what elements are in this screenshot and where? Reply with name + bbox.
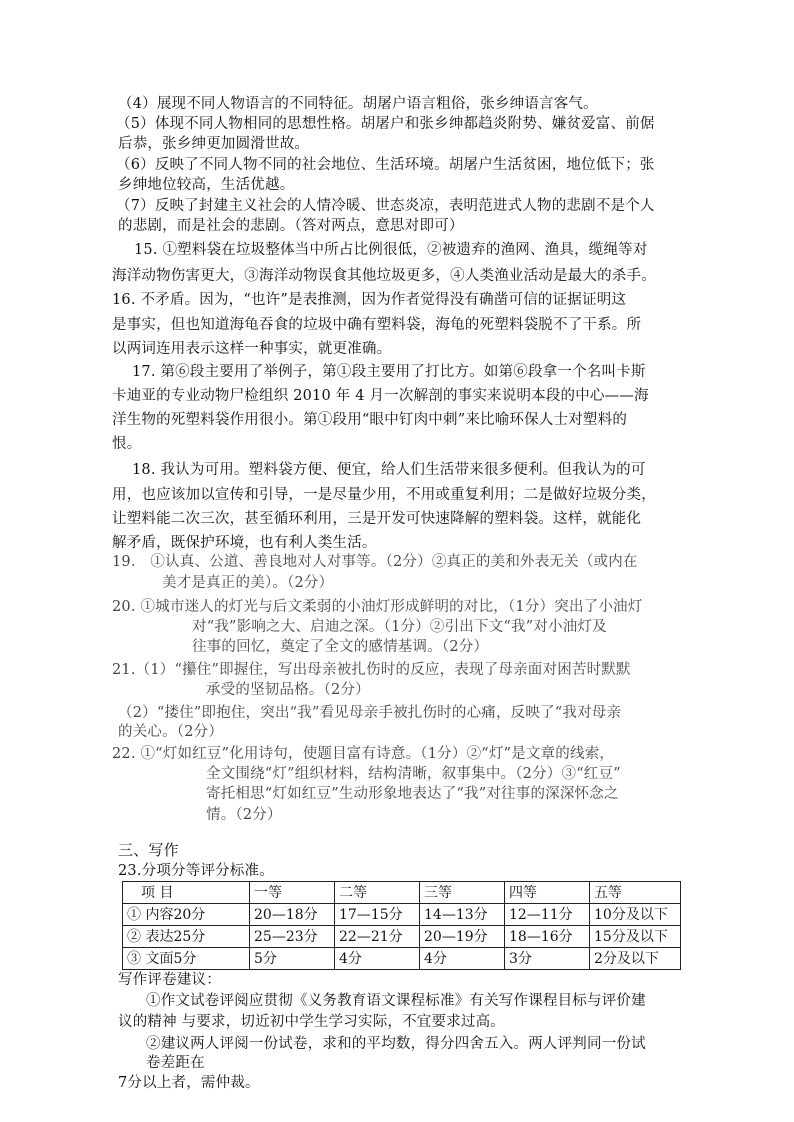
answer-22-line: 22. ①“灯如红豆”化用诗句，使题目富有诗意。（1分）②“灯”是文章的线索， — [112, 746, 615, 762]
table-cell: 18—16分 — [505, 926, 590, 948]
table-cell: 3分 — [505, 948, 590, 970]
table-cell: ② 表达25分 — [123, 926, 250, 948]
table-cell: 2分及以下 — [590, 948, 681, 970]
answer-17-line: 洋生物的死塑料袋作用很小。第①段用“眼中钉肉中刺”来比喻环保人士对塑料的 — [112, 412, 628, 428]
answer-22-line: 情。（2分） — [206, 807, 282, 823]
answer-20-line: 20. ①城市迷人的灯光与后文柔弱的小油灯形成鲜明的对比，（1分）突出了小油灯 — [112, 599, 643, 615]
advice-line: 7分以上者，需仲裁。 — [118, 1075, 260, 1091]
advice-heading: 写作评卷建议： — [118, 972, 221, 988]
table-cell: 5分 — [250, 948, 335, 970]
answer-22-line: 寄托相思“灯如红豆”生动形象地表达了“我”对往事的深深怀念之 — [206, 786, 619, 802]
table-row — [123, 904, 681, 926]
answer-19-line: 19． ①认真、公道、善良地对人对事等。（2分）②真正的美和外表无关（或内在 — [112, 554, 638, 570]
answer-line: （5）体现不同人物相同的思想性格。胡屠户和张乡绅都趋炎附势、嫌贫爱富、前倨 — [116, 116, 655, 132]
table-row — [123, 926, 681, 948]
answer-19-line: 美才是真正的美）。（2分） — [162, 575, 334, 591]
table-cell: 20—19分 — [420, 926, 505, 948]
answer-17-line: 卡迪亚的专业动物尸检组织 2010 年 4 月一次解剖的事实来说明本段的中心——海 — [112, 388, 649, 404]
answer-17-line: 17. 第⑥段主要用了举例子，第①段主要用了打比方。如第⑥段拿一个名叫卡斯 — [132, 364, 646, 380]
answer-line: （6）反映了不同人物不同的社会地位、生活环境。胡屠户生活贫困，地位低下；张 — [116, 157, 655, 173]
table-header-cell: 四等 — [505, 882, 590, 904]
answer-line: 乡绅地位较高，生活优越。 — [118, 177, 295, 193]
answer-20-line: 对“我”影响之大、启迪之深。（1分）②引出下文“我”对小油灯及 — [192, 619, 607, 635]
answer-20-line: 往事的回忆，奠定了全文的感情基调。（2分） — [192, 639, 489, 655]
section-heading: 三、写作 — [118, 841, 179, 859]
table-header-cell: 项 目 — [123, 882, 250, 904]
table-cell: ③ 文面5分 — [123, 948, 250, 970]
table-header-cell: 五等 — [590, 882, 681, 904]
table-cell: 22—21分 — [335, 926, 420, 948]
answer-16-line: 是事实，但也知道海龟吞食的垃圾中确有塑料袋，海龟的死塑料袋脱不了干系。所 — [112, 317, 642, 333]
answer-21-line: （2）“搂住”即抱住，突出“我”看见母亲手被扎伤时的心痛，反映了“我对母亲 — [118, 705, 622, 721]
advice-line: ②建议两人评阅一份试卷，求和的平均数，得分四舍五入。两人评判同一份试 — [146, 1036, 646, 1052]
table-cell: 14—13分 — [420, 904, 505, 926]
table-cell: 17—15分 — [335, 904, 420, 926]
answer-16-line: 16. 不矛盾。因为，“也许”是表推测，因为作者觉得没有确凿可信的证据证明这 — [112, 292, 627, 308]
answer-18-line: 用，也应该加以宣传和引导，一是尽量少用，不用或重复利用；二是做好垃圾分类， — [112, 487, 656, 503]
table-cell: 4分 — [420, 948, 505, 970]
table-header-row — [123, 882, 681, 904]
table-cell: 12—11分 — [505, 904, 590, 926]
answer-17-line: 恨。 — [112, 436, 142, 452]
scoring-table — [122, 881, 681, 970]
answer-21-line: 21.（1）“攥住”即握住，写出母亲被扎伤时的反应，表现了母亲面对困苦时默默 — [112, 662, 631, 678]
table-cell: 15分及以下 — [590, 926, 681, 948]
item-23-title: 23.分项分等评分标准。 — [118, 863, 274, 879]
advice-line: 卷差距在 — [146, 1055, 205, 1071]
table-cell: 10分及以下 — [590, 904, 681, 926]
answer-21-line: 的关心。（2分） — [118, 724, 224, 740]
table-header-cell: 三等 — [420, 882, 505, 904]
answer-18-line: 18. 我认为可用。塑料袋方便、便宜，给人们生活带来很多便利。但我认为的可 — [132, 462, 646, 478]
answer-22-line: 全文围绕“灯”组织材料，结构清晰，叙事集中。（2分）③“红豆” — [206, 766, 621, 782]
table-row — [123, 948, 681, 970]
table-header-cell: 二等 — [335, 882, 420, 904]
answer-18-line: 解矛盾，既保护环境，也有利人类生活。 — [112, 535, 377, 551]
answer-line: （7）反映了封建主义社会的人情冷暖、世态炎凉，表明范进式人物的悲剧不是个人 — [116, 198, 655, 214]
advice-line: 议的精神 与要求，切近初中学生学习实际，不宜要求过高。 — [118, 1014, 506, 1030]
answer-16-line: 以两词连用表示这样一种事实，就更准确。 — [112, 341, 392, 357]
table-header-cell: 一等 — [250, 882, 335, 904]
answer-line: 后恭，张乡绅更加圆滑世故。 — [118, 136, 310, 152]
table-cell: 4分 — [335, 948, 420, 970]
answer-line: 的悲剧，而是社会的悲剧。（答对两点，意思对即可） — [118, 218, 464, 234]
answer-line: （4）展现不同人物语言的不同特征。胡屠户语言粗俗，张乡绅语言客气。 — [118, 96, 598, 112]
advice-line: ①作文试卷评阅应贯彻《义务教育语文课程标准》有关写作课程目标与评价建 — [146, 993, 646, 1009]
table-cell: ① 内容20分 — [123, 904, 250, 926]
answer-21-line: 承受的坚韧品格。（2分） — [206, 682, 370, 698]
table-cell: 25—23分 — [250, 926, 335, 948]
answer-15-line: 海洋动物伤害更大，③海洋动物误食其他垃圾更多，④人类渔业活动是最大的杀手。 — [112, 268, 656, 284]
answer-15-line: 15. ①塑料袋在垃圾整体当中所占比例很低，②被遗弃的渔网、渔具，缆绳等对 — [134, 242, 648, 258]
table-cell: 20—18分 — [250, 904, 335, 926]
answer-18-line: 让塑料能二次三次，甚至循环利用，三是开发可快速降解的塑料袋。这样，就能化 — [112, 511, 642, 527]
